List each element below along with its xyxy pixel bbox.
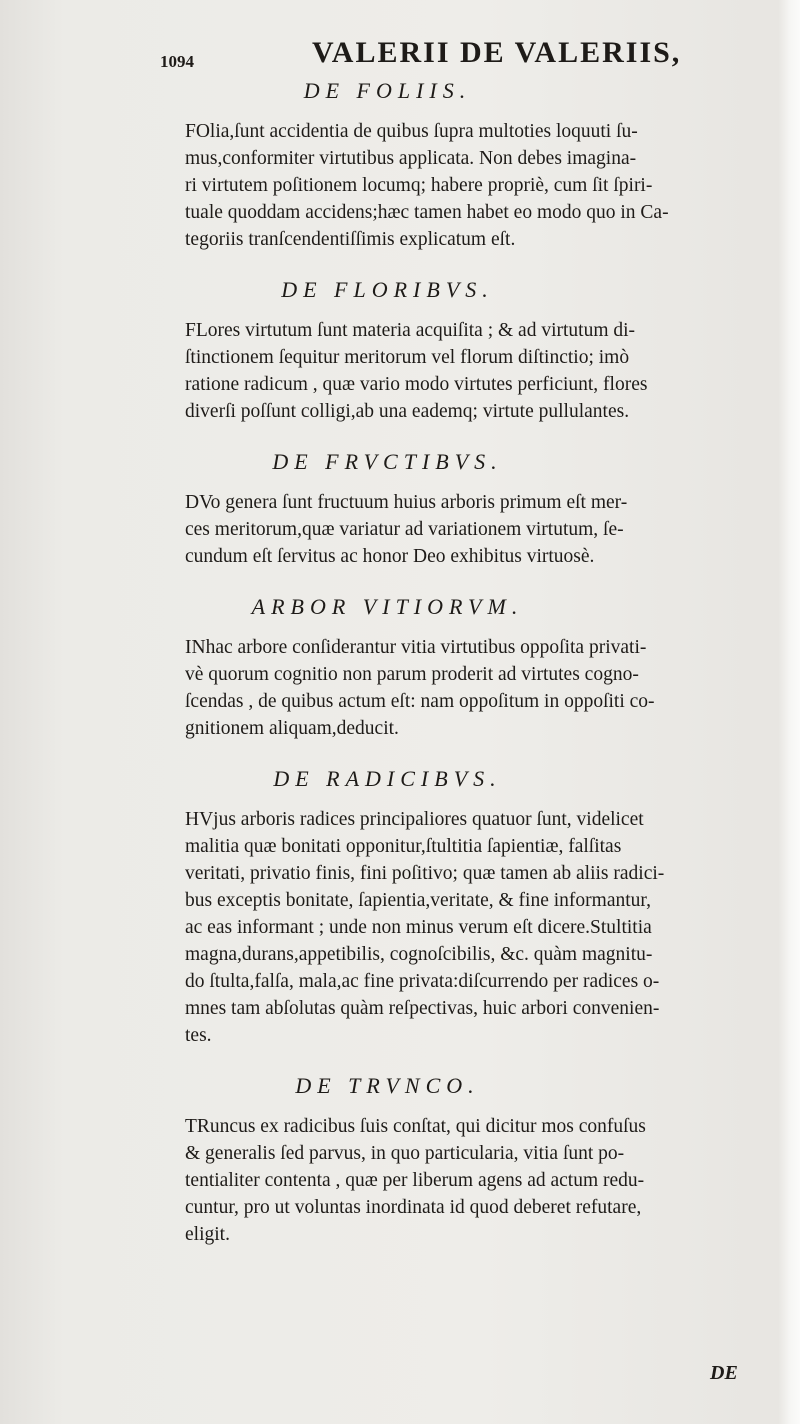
text-line: & generalis ſed parvus, in quo particularia, vitia ſunt po- [185,1143,625,1164]
text-line: TRuncus ex radicibus ſuis conſtat, qui dicitur mos confuſus [185,1116,646,1137]
page-edge-shading [778,0,800,1424]
text-line: INhac arbore conſiderantur vitia virtutibus oppoſita privati- [185,637,647,658]
text-line: DVo genera ſunt fructuum huius arboris primum eſt mer- [185,492,628,513]
text-line: vè quorum cognitio non parum proderit ad virtutes cogno- [185,664,639,685]
section-paragraph [185,317,770,425]
section-title: DE RADICIBVS. [273,766,502,791]
text-line: cuntur, pro ut voluntas inordinata id quod deberet refutare, [185,1197,642,1218]
section-paragraph [185,489,770,570]
text-line: do ſtulta,falſa, mala,ac fine privata:diſcurrendo per radices o- [185,971,660,992]
catchword: DE [710,1362,738,1384]
text-line: HVjus arboris radices principaliores quatuor ſunt, videlicet [185,809,644,830]
running-head: VALERII DE VALERIIS, [312,36,682,69]
text-line: gnitionem aliquam,deducit. [185,718,399,739]
section-de-trunco [185,1073,770,1248]
page-number: 1094 [160,52,194,71]
text-line: mnes tam abſolutas quàm reſpectivas, huic arbori convenien- [185,998,660,1019]
page-body [185,78,770,1272]
section-paragraph [185,118,770,253]
text-line: FOlia,ſunt accidentia de quibus ſupra multoties loquuti ſu- [185,121,638,142]
text-line: ac eas informant ; unde non minus verum eſt dicere.Stultitia [185,917,652,938]
text-line: ri virtutem poſitionem locumq; habere propriè, cum ſit ſpiri- [185,175,653,196]
section-title: ARBOR VITIORVM. [251,594,524,619]
text-line: veritati, privatio finis, fini poſitivo; quæ tamen ab aliis radici- [185,863,665,884]
text-line: magna,durans,appetibilis, cognoſcibilis, &c. quàm magnitu- [185,944,653,965]
text-line: ſtinctionem ſequitur meritorum vel florum diſtinctio; imò [185,347,630,368]
text-line: tegoriis tranſcendentiſſimis explicatum eſt. [185,229,516,250]
section-arbor-vitiorum [185,594,770,742]
section-title: DE FLORIBVS. [281,277,494,302]
section-de-fructibus [185,449,770,570]
section-paragraph [185,634,770,742]
text-line: ratione radicum , quæ vario modo virtutes perficiunt, flores [185,374,648,395]
page-header [160,32,780,76]
text-line: tentialiter contenta , quæ per liberum agens ad actum redu- [185,1170,645,1191]
section-title: DE TRVNCO. [295,1073,480,1098]
text-line: cundum eſt ſervitus ac honor Deo exhibitus virtuosè. [185,546,595,567]
text-line: diverſi poſſunt colligi,ab una eademq; virtute pullulantes. [185,401,630,422]
section-paragraph [185,806,770,1049]
text-line: ſcendas , de quibus actum eſt: nam oppoſitum in oppoſiti co- [185,691,655,712]
text-line: tuale quoddam accidens;hæc tamen habet eo modo quo in Ca- [185,202,669,223]
section-title: DE FRVCTIBVS. [272,449,503,474]
text-line: FLores virtutum ſunt materia acquiſita ; & ad virtutum di- [185,320,636,341]
text-line: bus exceptis bonitate, ſapientia,veritate, & fine informantur, [185,890,651,911]
section-title: DE FOLIIS. [303,78,472,103]
text-line: tes. [185,1025,212,1046]
text-line: ces meritorum,quæ variatur ad variationem virtutum, ſe- [185,519,624,540]
section-de-foliis [185,78,770,253]
section-de-radicibus [185,766,770,1049]
section-paragraph [185,1113,770,1248]
text-line: eligit. [185,1224,230,1245]
text-line: mus,conformiter virtutibus applicata. Non debes imagina- [185,148,637,169]
section-de-floribus [185,277,770,425]
text-line: malitia quæ bonitati opponitur,ſtultitia ſapientiæ, falſitas [185,836,622,857]
